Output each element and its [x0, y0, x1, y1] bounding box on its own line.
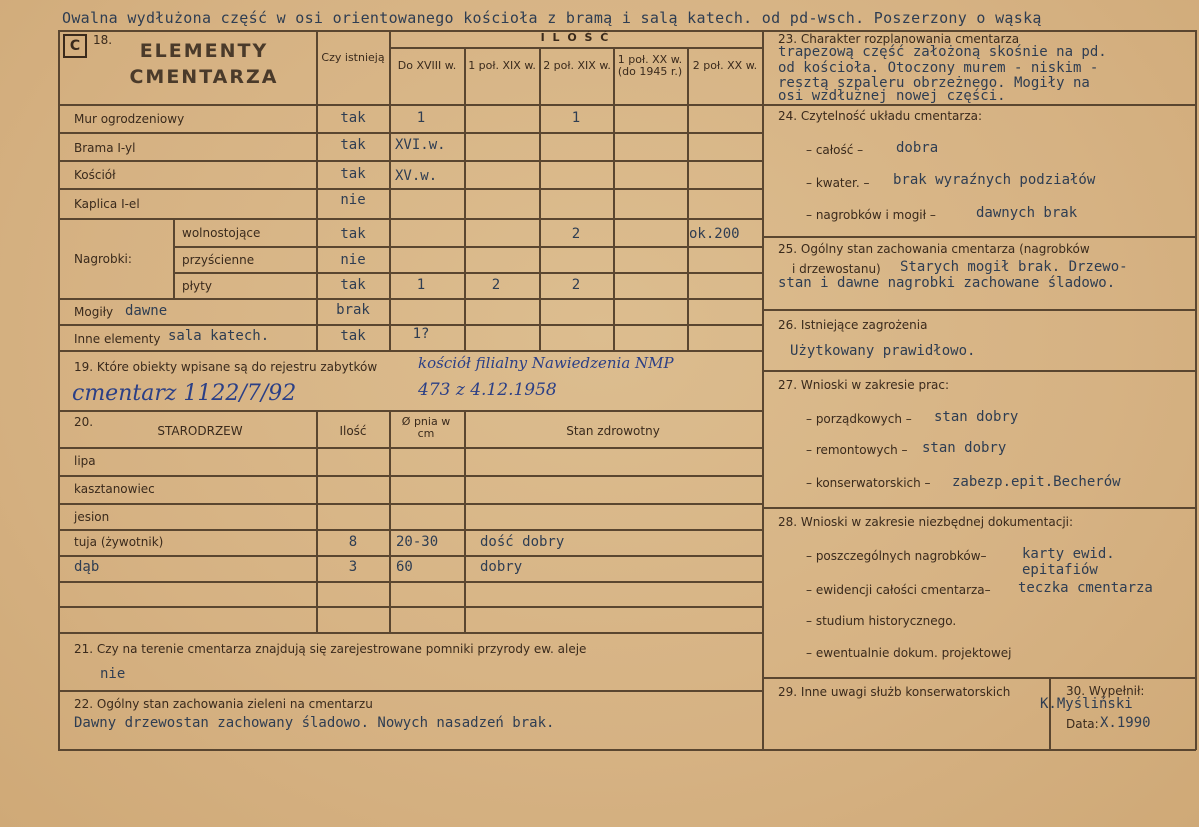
item25-value2: stan i dawne nagrobki zachowane śladowo.	[778, 275, 1116, 291]
row-do18: 1	[416, 110, 426, 126]
rule	[613, 48, 615, 350]
item28-value: karty ewid.	[1022, 546, 1115, 562]
mogily-value: dawne	[125, 303, 168, 319]
item24-key: – kwater. –	[806, 176, 870, 190]
item26-label: 26. Istniejące zagrożenia	[778, 318, 928, 332]
row-exists: tak	[340, 226, 366, 242]
row-do18: 1	[416, 277, 426, 293]
item28-key: – ewidencji całości cmentarza–	[806, 583, 991, 597]
item28-value: epitafiów	[1022, 562, 1098, 578]
tree-pien: 20-30	[396, 534, 439, 550]
nagrobki-label: Nagrobki:	[74, 252, 132, 266]
item27-value: stan dobry	[934, 409, 1019, 425]
mogily-label: Mogiły	[74, 305, 114, 319]
tree-name: dąb	[74, 559, 100, 575]
item24-value: dobra	[896, 140, 939, 156]
inne-value: sala katech.	[168, 328, 270, 344]
item18-title-line2: CMENTARZA	[129, 66, 279, 88]
rule	[1195, 30, 1197, 750]
item28-label: 28. Wnioski w zakresie niezbędnej dokumentacji:	[778, 515, 1074, 529]
row-p20b: ok.200	[689, 226, 740, 242]
item20-col-ilosc: Ilość	[339, 424, 367, 438]
row-exists: tak	[340, 137, 366, 153]
tree-name: jesion	[74, 510, 110, 524]
tree-stan: dobry	[480, 559, 523, 575]
item19-handwritten-cemetery: cmentarz 1122/7/92	[72, 381, 297, 406]
item18-number: 18.	[93, 33, 113, 47]
item23-line: osi wzdłużnej nowej części.	[778, 88, 1006, 104]
tree-name: kasztanowiec	[74, 482, 155, 496]
col-2pol20-header: 2 poł. XX w.	[692, 59, 758, 72]
row-label: Kaplica I-el	[74, 197, 140, 211]
item20-col-stan: Stan zdrowotny	[566, 424, 660, 438]
col-2pol19-header: 2 poł. XIX w.	[543, 59, 611, 72]
row-exists: tak	[340, 277, 366, 293]
item19-handwritten-register: 473 z 4.12.1958	[418, 380, 557, 400]
item28-key: – studium historycznego.	[806, 614, 957, 628]
rule	[58, 104, 762, 106]
col-exists-header: Czy istnieją	[321, 51, 385, 64]
rule	[389, 47, 762, 49]
item28-key: – poszczególnych nagrobków–	[806, 549, 987, 563]
col-ilosc-header: I L O Ś Ć	[540, 31, 611, 44]
item18-title-line1: ELEMENTY	[139, 40, 269, 62]
row-p19a: 2	[491, 277, 501, 293]
item27-value: zabezp.epit.Becherów	[952, 474, 1121, 490]
top-typed-text: Owalna wydłużona część w osi orientowanego kościoła z bramą i salą katech. od pd-wsch. Poszerzony o wąską	[62, 9, 1042, 27]
item23-line: od kościoła. Otoczony murem - niskim -	[778, 60, 1099, 76]
item25-label2: i drzewostanu)	[792, 262, 881, 276]
item20-col-pnia: Ø pnia w cm	[401, 415, 451, 440]
mogily-exists: brak	[336, 302, 370, 318]
item22-label: 22. Ogólny stan zachowania zieleni na cmentarzu	[74, 697, 373, 711]
rule	[389, 30, 391, 350]
item24-value: brak wyraźnych podziałów	[893, 172, 1096, 188]
row-label: Mur ogrodzeniowy	[74, 112, 185, 126]
row-p19b: 1	[571, 110, 581, 126]
item23-line: resztą szpaleru obrzeżnego. Mogiły na	[778, 75, 1090, 91]
item23-line: trapezową część założoną skośnie na pd.	[778, 44, 1107, 60]
item24-value: dawnych brak	[976, 205, 1078, 221]
rule	[539, 48, 541, 350]
item19-handwritten-church: kościół filialny Nawiedzenia NMP	[418, 354, 674, 372]
item24-key: – całość –	[806, 143, 864, 157]
tree-name: lipa	[74, 454, 96, 468]
nagrobki-row-label: wolnostojące	[182, 226, 261, 240]
item22-value: Dawny drzewostan zachowany śladowo. Nowych nasadzeń brak.	[74, 715, 555, 731]
item19-label: 19. Które obiekty wpisane są do rejestru zabytków	[74, 360, 378, 374]
section-letter-box: C	[63, 34, 87, 58]
row-exists: nie	[340, 252, 366, 268]
col-1pol19-header: 1 poł. XIX w.	[468, 59, 536, 72]
row-label: Brama I-yl	[74, 141, 136, 155]
item25-value: Starych mogił brak. Drzewo-	[900, 259, 1128, 275]
item27-key: – remontowych –	[806, 443, 908, 457]
row-exists: tak	[340, 166, 366, 182]
item30-name: K.Myśliński	[1040, 696, 1133, 712]
item20-title: STARODRZEW	[157, 424, 243, 438]
item29-label: 29. Inne uwagi służb konserwatorskich	[778, 685, 1011, 699]
rule	[58, 30, 60, 750]
item27-key: – konserwatorskich –	[806, 476, 931, 490]
rule	[464, 48, 466, 350]
item26-value: Użytkowany prawidłowo.	[790, 343, 976, 359]
rule	[58, 749, 1196, 751]
item30-label: 30. Wypełnił:	[1066, 684, 1145, 698]
item30-date: X.1990	[1100, 715, 1151, 731]
item28-value: teczka cmentarza	[1018, 580, 1153, 596]
item27-key: – porządkowych –	[806, 412, 912, 426]
inne-exists: tak	[340, 328, 366, 344]
rule	[762, 30, 764, 750]
inne-do18: 1?	[412, 326, 430, 342]
item21-value: nie	[100, 666, 126, 682]
item28-key: – ewentualnie dokum. projektowej	[806, 646, 1012, 660]
row-label: Kościół	[74, 168, 116, 182]
row-exists: nie	[340, 192, 366, 208]
inne-label: Inne elementy	[74, 332, 161, 346]
nagrobki-row-label: płyty	[182, 279, 212, 293]
item30-date-label: Data:	[1066, 717, 1099, 731]
tree-stan: dość dobry	[480, 534, 565, 550]
item27-value: stan dobry	[922, 440, 1007, 456]
row-exists: tak	[340, 110, 366, 126]
col-1pol20-header: 1 poł. XX w. (do 1945 r.)	[617, 53, 683, 78]
item20-number: 20.	[74, 415, 94, 429]
row-p19b: 2	[571, 277, 581, 293]
row-do18: XVI.w.	[395, 137, 446, 153]
row-do18: XV.w.	[395, 168, 438, 184]
col-do18-header: Do XVIII w.	[397, 59, 457, 72]
item21-label: 21. Czy na terenie cmentarza znajdują się zarejestrowane pomniki przyrody ew. aleje	[74, 642, 587, 656]
tree-name: tuja (żywotnik)	[74, 535, 164, 549]
tree-ilosc: 3	[348, 559, 358, 575]
tree-ilosc: 8	[348, 534, 358, 550]
item25-label: 25. Ogólny stan zachowania cmentarza (nagrobków	[778, 242, 1090, 256]
nagrobki-row-label: przyścienne	[182, 253, 255, 267]
tree-pien: 60	[396, 559, 413, 575]
item24-label: 24. Czytelność układu cmentarza:	[778, 109, 983, 123]
rule	[687, 48, 689, 350]
item24-key: – nagrobków i mogił –	[806, 208, 936, 222]
row-p19b: 2	[571, 226, 581, 242]
item23-label: 23. Charakter rozplanowania cmentarza	[778, 32, 1020, 46]
item27-label: 27. Wnioski w zakresie prac:	[778, 378, 950, 392]
